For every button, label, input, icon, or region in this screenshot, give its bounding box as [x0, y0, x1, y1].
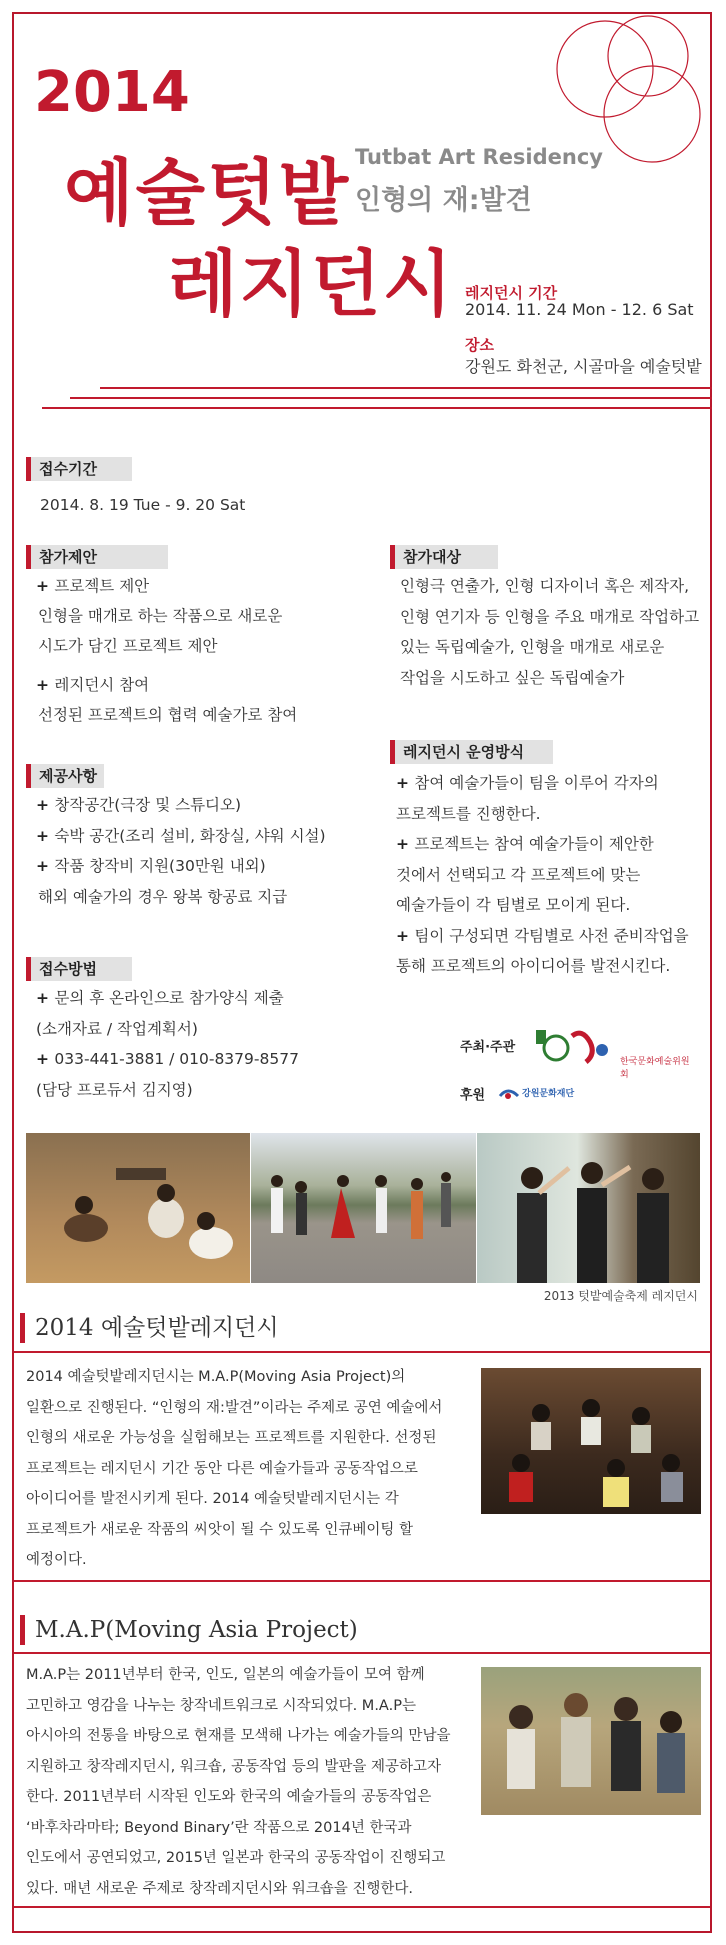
apply-item-1-text: 문의 후 온라인으로 참가양식 제출 [54, 989, 284, 1007]
photo-indoor-gesture-figures [477, 1133, 700, 1283]
operation-item-3-line-2: 통해 프로젝트의 아이디어를 발전시킨다. [396, 957, 671, 975]
residency-section-heading: 2014 예술텃밭레지던시 [20, 1313, 279, 1343]
proposal-item-1-desc-2: 시도가 담긴 프로젝트 제안 [38, 637, 218, 655]
map-line-2: 고민하고 영감을 나누는 창작네트워크로 시작되었다. M.A.P는 [26, 1697, 416, 1714]
provided-note: 해외 예술가의 경우 왕복 항공료 지급 [38, 887, 288, 906]
support-label: 후원 [460, 1088, 486, 1103]
provided-item-1 [36, 790, 326, 821]
operation-item-2-line-2: 것에서 선택되고 각 프로젝트에 맞는 [396, 865, 641, 884]
provided-item-3 [36, 851, 326, 882]
support-logo [498, 1084, 608, 1104]
residency-top-rule [14, 1351, 710, 1353]
residency-line-4: 프로젝트는 레지던시 기간 동안 다른 예술가들과 공동작업으로 [26, 1460, 418, 1477]
apply-item-2-note: (담당 프로듀서 김지영) [36, 1080, 193, 1099]
host-logo [534, 1026, 694, 1080]
title-line-2: 레지던시 [168, 242, 455, 326]
photo-outdoor-group [251, 1133, 476, 1283]
proposal-item-2 [36, 670, 149, 701]
photo-outdoor-group-figures [251, 1133, 476, 1283]
operation-item-3 [396, 921, 700, 952]
proposal-heading: 참가제안 [26, 545, 168, 569]
subtitle: 인형의 재:발견 [355, 185, 532, 216]
plus-icon: + [36, 577, 55, 595]
map-line-4: 지원하고 창작레지던시, 워크숍, 공동작업 등의 발판을 제공하고자 [26, 1758, 442, 1775]
host-logo-text: 한국문화예술위원회 [620, 1057, 690, 1080]
photo-caption: 2013 텃밭예술축제 레지던시 [543, 1289, 698, 1303]
plus-icon: + [36, 857, 55, 875]
residency-line-5: 아이디어를 발전시키게 된다. 2014 예술텃밭레지던시는 각 [26, 1491, 399, 1507]
header-rule-2 [70, 397, 712, 399]
map-line-8: 있다. 매년 새로운 주제로 창작레지던시와 워크숍을 진행한다. [26, 1880, 414, 1897]
eligibility-heading: 참가대상 [390, 545, 498, 569]
provided-item-2 [36, 821, 326, 852]
map-line-3: 아시아의 전통을 바탕으로 현재를 모색해 나가는 예술가들의 만남을 [26, 1728, 451, 1744]
plus-icon: + [396, 835, 415, 853]
proposal-item-2-desc: 선정된 프로젝트의 협력 예술가로 참여 [38, 706, 298, 724]
residency-line-2: 일환으로 진행된다. “인형의 재:발견”이라는 주제로 공연 예술에서 [26, 1399, 443, 1416]
operation-heading: 레지던시 운영방식 [390, 740, 553, 764]
photo-indoor-gesture [477, 1133, 700, 1283]
photo-workshop-floor [26, 1133, 250, 1283]
operation-item-2 [396, 829, 700, 860]
eligibility-line-2: 인형 연기자 등 인형을 주요 매개로 작업하고 [400, 607, 700, 626]
proposal-item-1-title: 프로젝트 제안 [54, 577, 150, 595]
residency-line-7: 예정이다. [26, 1552, 87, 1568]
operation-item-2-line-1: 프로젝트는 참여 예술가들이 제안한 [414, 835, 654, 853]
provided-item-2-text: 숙박 공간(조리 설비, 화장실, 샤워 시설) [54, 826, 326, 845]
plus-icon: + [36, 1050, 55, 1068]
proposal-item-2-title: 레지던시 참여 [54, 676, 150, 694]
photo-map-artists-figures [481, 1667, 701, 1815]
title-line-1: 예술텃밭 [64, 151, 351, 235]
plus-icon: + [396, 774, 415, 792]
photo-map-artists [481, 1667, 701, 1815]
period-label: 레지던시 기간 [465, 284, 558, 302]
map-line-5: 한다. 2011년부터 시작된 인도와 한국의 예술가들의 공동작업은 [26, 1789, 432, 1805]
map-line-7: 인도에서 공연되었고, 2015년 일본과 한국의 공동작업이 진행되고 [26, 1850, 446, 1866]
map-line-1: M.A.P는 2011년부터 한국, 인도, 일본의 예술가들이 모여 함께 [26, 1667, 425, 1683]
operation-item-1-line-2: 프로젝트를 진행한다. [396, 804, 541, 823]
how-to-apply-heading: 접수방법 [26, 957, 132, 981]
residency-line-6: 프로젝트가 새로운 작품의 씨앗이 될 수 있도록 인큐베이팅 할 [26, 1521, 414, 1538]
support-logo-text: 강원문화재단 [522, 1089, 575, 1099]
header-rule-3 [42, 407, 712, 409]
application-period-heading: 접수기간 [26, 457, 132, 481]
map-bottom-rule [14, 1906, 710, 1908]
circle-2 [608, 16, 688, 96]
provided-list [36, 790, 326, 912]
plus-icon: + [36, 676, 55, 694]
residency-line-1: 2014 예술텃밭레지던시는 M.A.P(Moving Asia Project)의 [26, 1369, 406, 1385]
eligibility-text [400, 571, 700, 693]
host-label: 주최·주관 [460, 1040, 516, 1055]
apply-item-1-note: (소개자료 / 작업계획서) [36, 1019, 198, 1038]
provided-item-1-text: 창작공간(극장 및 스튜디오) [54, 796, 242, 814]
operation-text [396, 768, 700, 982]
apply-item-2-text: 033-441-3881 / 010-8379-8577 [54, 1050, 299, 1068]
proposal-item-1-desc-1: 인형을 매개로 하는 작품으로 새로운 [38, 607, 283, 625]
proposal-item-1 [36, 571, 149, 602]
eligibility-line-4: 작업을 시도하고 싶은 독립예술가 [400, 668, 625, 687]
period-value: 2014. 11. 24 Mon - 12. 6 Sat [465, 300, 694, 319]
plus-icon: + [36, 989, 55, 1007]
header-rule-1 [100, 387, 712, 389]
operation-item-1 [396, 768, 700, 799]
photo-circle-discussion-figures [481, 1368, 701, 1514]
map-section-heading: M.A.P(Moving Asia Project) [20, 1615, 358, 1645]
venue-label: 장소 [465, 336, 494, 354]
operation-item-3-line-1: 팀이 구성되면 각팀별로 사전 준비작업을 [414, 926, 689, 945]
eligibility-line-3: 있는 독립예술가, 인형을 매개로 새로운 [400, 638, 665, 656]
apply-item-1 [36, 983, 299, 1014]
residency-bottom-rule [14, 1580, 710, 1582]
map-paragraph [26, 1660, 466, 1904]
map-line-6: ‘바후차라마타; Beyond Binary’란 작품으로 2014년 한국과 [26, 1819, 412, 1836]
plus-icon: + [36, 796, 55, 814]
application-period-value: 2014. 8. 19 Tue - 9. 20 Sat [40, 496, 246, 514]
year: 2014 [34, 60, 190, 125]
operation-item-2-line-3: 예술가들이 각 팀별로 모이게 된다. [396, 896, 631, 914]
plus-icon: + [396, 926, 415, 945]
operation-item-1-line-1: 참여 예술가들이 팀을 이루어 각자의 [414, 774, 659, 792]
photo-workshop-floor-figures [26, 1133, 250, 1283]
eligibility-line-1: 인형극 연출가, 인형 디자이너 혹은 제작자, [400, 577, 690, 595]
residency-paragraph [26, 1362, 466, 1576]
support-logo-graphic [498, 1084, 520, 1102]
provided-item-3-text: 작품 창작비 지원(30만원 내외) [54, 857, 266, 875]
photo-circle-discussion [481, 1368, 701, 1514]
plus-icon: + [36, 826, 55, 845]
how-to-apply-list [36, 983, 299, 1105]
map-top-rule [14, 1652, 710, 1654]
residency-line-3: 인형의 새로운 가능성을 실험해보는 프로젝트를 지원한다. 선정된 [26, 1430, 437, 1446]
provided-heading: 제공사항 [26, 764, 104, 788]
apply-item-2 [36, 1044, 299, 1075]
venue-value: 강원도 화천군, 시골마을 예술텃밭 [465, 357, 702, 376]
english-title: Tutbat Art Residency [355, 145, 603, 169]
